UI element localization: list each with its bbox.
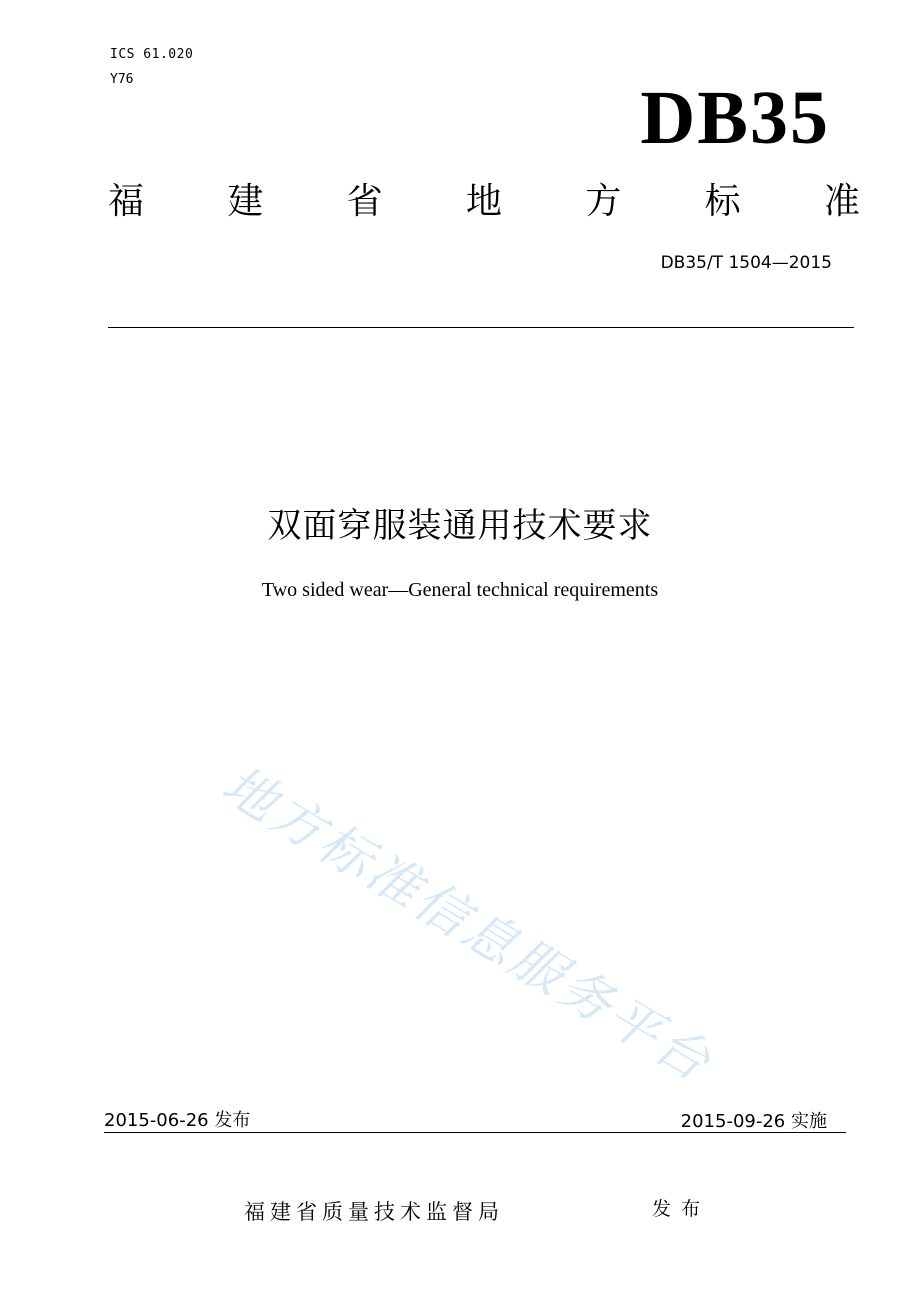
ics-code: ICS 61.020 [110,47,194,62]
standard-number: DB35/T 1504—2015 [660,253,832,273]
publish-label: 发布 [652,1198,711,1220]
title-english: Two sided wear—General technical requirements [261,579,659,601]
title-chinese: 双面穿服装通用技术要求 [267,506,653,546]
standard-type-char: 准 [823,181,860,222]
bottom-divider [104,1132,846,1133]
standard-type-char: 省 [346,181,383,222]
standard-type-char: 标 [704,181,741,222]
standard-type-char: 地 [465,181,502,222]
standard-type-char: 福 [108,181,145,222]
watermark: 地方标准信息服务平台 [211,754,723,1095]
standard-type-char: 方 [585,181,622,222]
issuing-authority: 福建省质量技术监督局 [244,1200,504,1224]
top-divider [108,327,854,328]
issue-date: 2015-06-26 发布 [104,1110,251,1131]
standard-type-heading [108,178,860,226]
implementation-date: 2015-09-26 实施 [680,1111,827,1132]
standard-type-char: 建 [227,181,264,222]
ccs-code: Y76 [110,72,134,87]
standard-code-logo: DB35 [640,76,830,160]
